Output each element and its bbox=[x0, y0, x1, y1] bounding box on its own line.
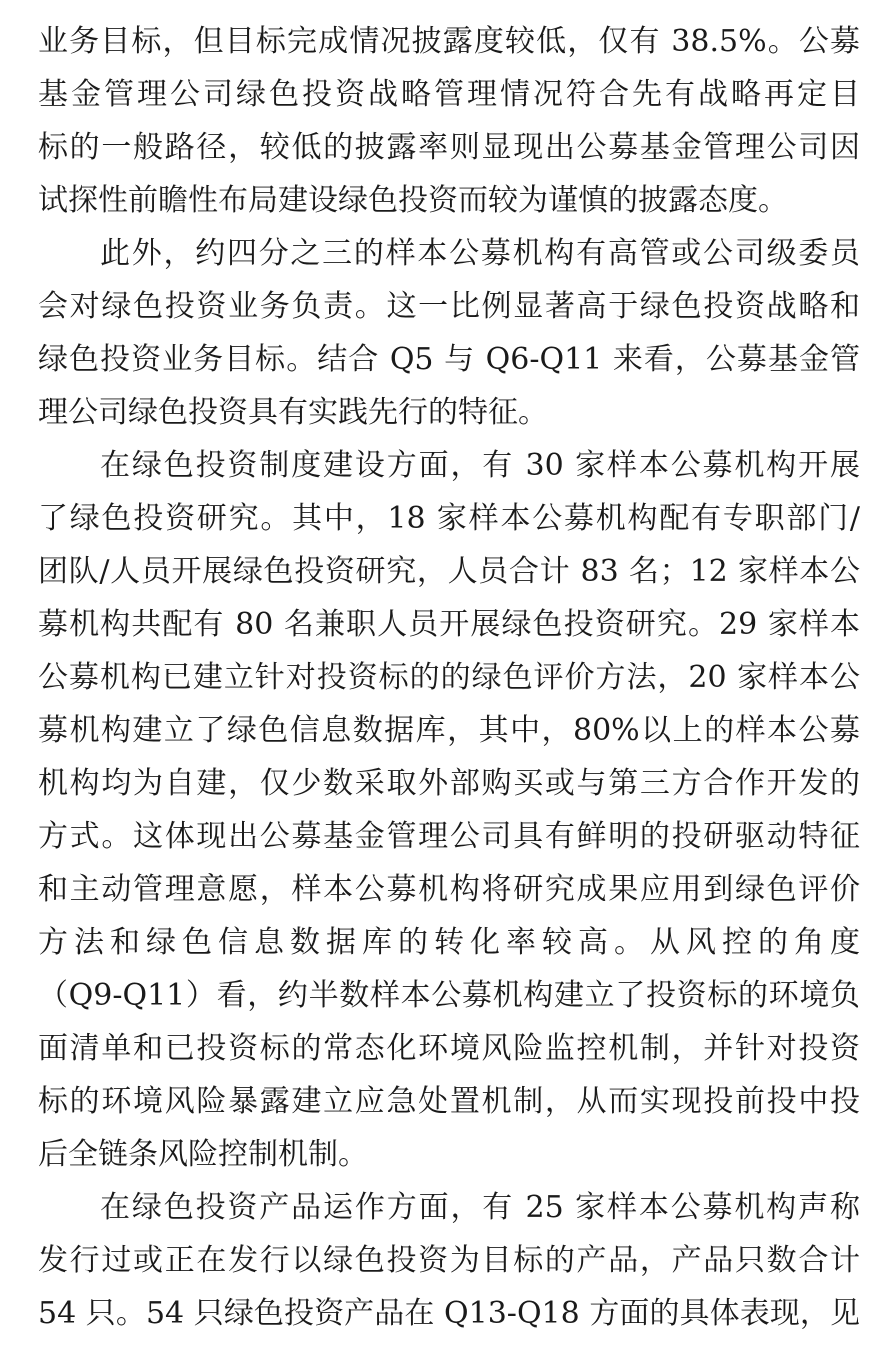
text-line: 试探性前瞻性布局建设绿色投资而较为谨慎的披露态度。 bbox=[38, 183, 788, 218]
text-line: 基金管理公司绿色投资战略管理情况符合先有战略再定目 bbox=[38, 77, 860, 112]
text-line: 标的一般路径，较低的披露率则显现出公募基金管理公司因 bbox=[38, 130, 860, 165]
text-line: 方式。这体现出公募基金管理公司具有鲜明的投研驱动特征 bbox=[38, 819, 860, 854]
text-line: 公募机构已建立针对投资标的的绿色评价方法，20 家样本公 bbox=[38, 660, 860, 695]
paragraph-first-line: 在绿色投资制度建设方面，有 30 家样本公募机构开展 bbox=[100, 448, 860, 483]
paragraph-first-line: 此外，约四分之三的样本公募机构有高管或公司级委员 bbox=[100, 236, 860, 271]
text-line: 面清单和已投资标的常态化环境风险监控机制，并针对投资 bbox=[38, 1031, 860, 1066]
text-line: 后全链条风险控制机制。 bbox=[38, 1137, 368, 1172]
text-line: 绿色投资业务目标。结合 Q5 与 Q6-Q11 来看，公募基金管 bbox=[38, 342, 860, 377]
text-line: 募机构共配有 80 名兼职人员开展绿色投资研究。29 家样本 bbox=[38, 607, 860, 642]
text-line: 了绿色投资研究。其中，18 家样本公募机构配有专职部门/ bbox=[38, 501, 860, 536]
text-line: 标的环境风险暴露建立应急处置机制，从而实现投前投中投 bbox=[38, 1084, 860, 1119]
text-line: 团队/人员开展绿色投资研究，人员合计 83 名；12 家样本公 bbox=[38, 554, 860, 589]
text-line: 和主动管理意愿，样本公募机构将研究成果应用到绿色评价 bbox=[38, 872, 860, 907]
text-line: 54 只。54 只绿色投资产品在 Q13-Q18 方面的具体表现，见 bbox=[38, 1296, 860, 1331]
text-line: （Q9-Q11）看，约半数样本公募机构建立了投资标的环境负 bbox=[38, 978, 860, 1013]
text-line: 业务目标，但目标完成情况披露度较低，仅有 38.5%。公募 bbox=[38, 24, 860, 59]
text-line: 募机构建立了绿色信息数据库，其中，80%以上的样本公募 bbox=[38, 713, 860, 748]
text-line: 理公司绿色投资具有实践先行的特征。 bbox=[38, 395, 548, 430]
paragraph-first-line: 在绿色投资产品运作方面，有 25 家样本公募机构声称 bbox=[100, 1190, 860, 1225]
text-line: 会对绿色投资业务负责。这一比例显著高于绿色投资战略和 bbox=[38, 289, 860, 324]
text-line: 发行过或正在发行以绿色投资为目标的产品，产品只数合计 bbox=[38, 1243, 860, 1278]
text-line: 方法和绿色信息数据库的转化率较高。从风控的角度 bbox=[38, 925, 860, 960]
text-line: 机构均为自建，仅少数采取外部购买或与第三方合作开发的 bbox=[38, 766, 860, 801]
